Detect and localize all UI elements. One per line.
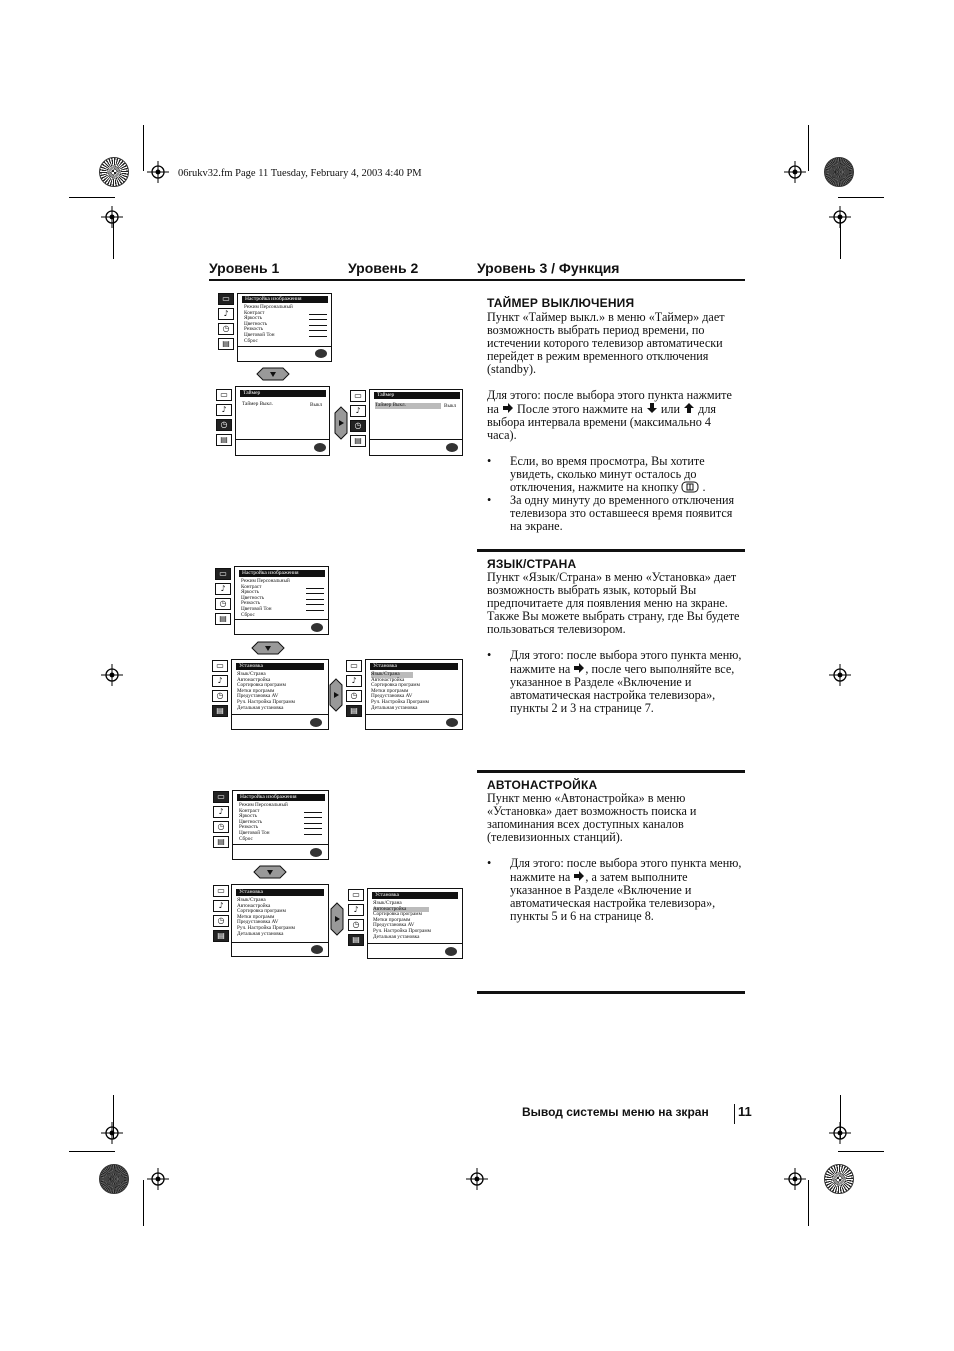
menu-tabs	[213, 791, 229, 851]
menu-tabs	[346, 660, 362, 720]
slider-bar	[304, 834, 322, 835]
menu-header: Установка	[236, 889, 324, 896]
registration-starburst-bottom-right	[824, 1164, 854, 1194]
ok-button-icon	[446, 443, 458, 452]
sound-tab-icon: ♪	[212, 675, 228, 687]
sound-tab-icon: ♪	[218, 308, 234, 320]
menu-tabs	[215, 568, 231, 628]
menu-header: Установка	[372, 892, 458, 899]
down-nav-button-icon	[250, 641, 286, 655]
registration-target-icon	[784, 161, 806, 183]
setup-tab-icon: ▤	[216, 434, 232, 446]
picture-tab-icon: ▭	[346, 660, 362, 672]
paragraph: Для этого: после выбора этого пункта нажмите на После этого нажмите на или для выбора интервала времени (максимально 4 часа).	[487, 388, 732, 442]
picture-tab-icon: ▭	[348, 889, 364, 901]
menu-tabs	[213, 885, 229, 945]
timer-tab-icon: ◷	[348, 919, 364, 931]
slider-bar	[306, 610, 324, 611]
menu-screen-picture: Настройка изображения Режим Персональный Контраст Яркость Цветность Резкость Цветовой Тон Сброс	[234, 566, 329, 635]
section-title-language: ЯЗЫК/СТРАНА	[487, 557, 577, 571]
sound-tab-icon: ♪	[213, 806, 229, 818]
crop-mark	[808, 1180, 809, 1226]
crop-mark	[113, 1095, 114, 1139]
picture-tab-icon: ▭	[212, 660, 228, 672]
timer-tab-icon: ◷	[213, 821, 229, 833]
timer-tab-icon: ◷	[350, 420, 366, 432]
menu-tabs	[350, 390, 366, 450]
slider-bar	[309, 330, 327, 331]
menu-header: Установка	[370, 663, 458, 670]
slider-bar	[309, 325, 327, 326]
sound-tab-icon: ♪	[346, 675, 362, 687]
picture-tab-icon: ▭	[216, 389, 232, 401]
menu-screen-picture: Настройка изображения Режим Персональный Контраст Яркость Цветность Резкость Цветовой Тон Сброс	[232, 790, 329, 860]
menu-tabs	[218, 293, 234, 353]
slider-bar	[306, 599, 324, 600]
section-body-timer	[487, 311, 742, 533]
ok-button-icon	[311, 945, 323, 954]
registration-target-icon	[101, 206, 123, 228]
crop-mark	[143, 1180, 144, 1226]
ok-button-icon	[311, 623, 323, 632]
menu-tabs	[216, 389, 232, 449]
slider-bar	[309, 319, 327, 320]
arrow-up-icon	[683, 402, 695, 414]
menu-screen-setup: Установка Язык/Страна Автонастройка Сортировка программ Метки программ Предустановка AV Руч. Настройка Программ Детальная установка	[231, 884, 329, 957]
picture-tab-icon: ▭	[218, 293, 234, 305]
ok-button-icon	[445, 947, 457, 956]
arrow-right-icon	[502, 402, 514, 414]
timer-tab-icon: ◷	[215, 598, 231, 610]
setup-tab-icon: ▤	[213, 930, 229, 942]
sound-tab-icon: ♪	[216, 404, 232, 416]
picture-tab-icon: ▭	[213, 791, 229, 803]
down-nav-button-icon	[255, 367, 291, 381]
sound-tab-icon: ♪	[350, 405, 366, 417]
picture-tab-icon: ▭	[350, 390, 366, 402]
timer-tab-icon: ◷	[346, 690, 362, 702]
right-nav-button-icon	[330, 901, 344, 937]
crop-mark	[840, 215, 841, 259]
crop-mark	[69, 197, 115, 198]
registration-target-icon	[466, 1168, 488, 1190]
timer-tab-icon: ◷	[213, 915, 229, 927]
registration-starburst-top-left	[99, 157, 129, 187]
setup-tab-icon: ▤	[218, 338, 234, 350]
section-title-autotune: АВТОНАСТРОЙКА	[487, 778, 598, 792]
menu-screen-setup-function: Установка Язык/Страна Автонастройка Сортировка программ Метки программ Предустановка AV Руч. Настройка Программ Детальная установка	[367, 888, 463, 959]
setup-tab-icon: ▤	[348, 934, 364, 946]
menu-header: Установка	[236, 663, 324, 670]
menu-screen-setup-function: Установка Язык/Страна Автонастройка Сортировка программ Метки программ Предустановка AV Руч. Настройка Программ Детальная установка	[365, 659, 463, 730]
crop-mark	[838, 197, 884, 198]
section-body-language	[487, 571, 742, 715]
section-end-rule	[477, 991, 745, 994]
slider-bar	[309, 336, 327, 337]
footer-divider	[734, 1104, 735, 1124]
file-info: 06rukv32.fm Page 11 Tuesday, February 4, 2003 4:40 PM	[178, 168, 422, 179]
paragraph: Пункт «Язык/Страна» в меню «Установка» дает возможность выбрать язык, который Вы предпочитаете для появления меню на зкране. Также Вы можете выбрать страну, где Вы будете пользоваться телевизором.	[487, 570, 740, 636]
menu-header: Таймер	[240, 390, 326, 397]
registration-target-icon	[147, 1168, 169, 1190]
slider-bar	[304, 823, 322, 824]
sound-tab-icon: ♪	[215, 583, 231, 595]
level-2-heading: Уровень 2	[348, 260, 419, 276]
crop-mark	[143, 125, 144, 171]
slider-bar	[304, 828, 322, 829]
registration-target-icon	[101, 1122, 123, 1144]
menu-tabs	[212, 660, 228, 720]
menu-header: Таймер	[374, 392, 460, 399]
footer-title: Вывод системы меню на зкран	[522, 1105, 709, 1119]
setup-tab-icon: ▤	[212, 705, 228, 717]
paragraph: Пункт меню «Автонастройка» в меню «Установка» дает возможность поиска и запоминания всех доступных каналов (телевизионных станций).	[487, 791, 697, 844]
crop-mark	[69, 1151, 115, 1152]
bullet-item: • Для этого: после выбора этого пункта меню, нажмите на , после чего выполняйте все, указанное в Разделе «Включение и автоматическая настройка телевизора», пункты 2 и 3 на странице 7.	[487, 649, 742, 715]
down-nav-button-icon	[252, 865, 288, 879]
page-number: 11	[738, 1104, 752, 1119]
section-rule	[477, 549, 745, 552]
slider-bar	[306, 593, 324, 594]
bullet-item: • За одну минуту до временного отключения телевизора зто оставшееся время появится на экране.	[487, 494, 742, 533]
timer-tab-icon: ◷	[216, 419, 232, 431]
setup-tab-icon: ▤	[346, 705, 362, 717]
level-3-heading: Уровень 3 / Функция	[477, 260, 620, 276]
registration-target-icon	[101, 664, 123, 686]
crop-mark	[840, 1095, 841, 1139]
menu-screen-timer: Таймер Таймер Выкл. Выкл	[235, 386, 330, 456]
timer-tab-icon: ◷	[212, 690, 228, 702]
right-nav-button-icon	[334, 405, 348, 441]
section-rule	[477, 770, 745, 773]
sound-tab-icon: ♪	[213, 900, 229, 912]
menu-header: Настройка изображения	[237, 794, 325, 801]
menu-items: Режим Персональный Контраст Яркость Цветность Резкость Цветовой Тон Сброс	[244, 304, 293, 344]
menu-header: Настройка изображения	[239, 570, 325, 577]
ok-button-icon	[314, 443, 326, 452]
sound-tab-icon: ♪	[348, 904, 364, 916]
registration-target-icon	[147, 161, 169, 183]
slider-bar	[309, 314, 327, 315]
ok-button-icon	[315, 349, 327, 358]
registration-target-icon	[829, 664, 851, 686]
menu-header: Настройка изображения	[242, 296, 328, 303]
ok-button-icon	[446, 718, 458, 727]
picture-tab-icon: ▭	[213, 885, 229, 897]
crop-mark	[113, 215, 114, 259]
setup-tab-icon: ▤	[215, 613, 231, 625]
timer-tab-icon: ◷	[218, 323, 234, 335]
setup-tab-icon: ▤	[350, 435, 366, 447]
slider-bar	[304, 817, 322, 818]
slider-bar	[306, 588, 324, 589]
bullet-item: • Для этого: после выбора этого пункта меню, нажмите на , а затем выполните указанное в Разделе «Включение и автоматическая настройка телевизора», пункты 5 и 6 на странице 8.	[487, 857, 742, 923]
menu-screen-setup: Установка Язык/Страна Автонастройка Сортировка программ Метки программ Предустановка AV Руч. Настройка Программ Детальная установка	[231, 659, 329, 730]
crop-mark	[838, 1151, 884, 1152]
header-rule	[209, 279, 745, 281]
menu-screen-picture	[237, 293, 332, 362]
crop-mark	[808, 125, 809, 171]
section-title-timer: ТАЙМЕР ВЫКЛЮЧЕНИЯ	[487, 296, 635, 310]
slider-bar	[306, 604, 324, 605]
arrow-down-icon	[646, 402, 658, 414]
bullet-item: • Если, во время просмотра, Вы хотите увидеть, сколько минут осталось до отключения, нажмите на кнопку .	[487, 455, 742, 494]
ok-button-icon	[310, 848, 322, 857]
setup-tab-icon: ▤	[213, 836, 229, 848]
paragraph: Пункт «Таймер выкл.» в меню «Таймер» дает возможность выбрать период времени, по истечении которого телевизор автоматически перейдет в режим временного отключения (standby).	[487, 310, 725, 376]
arrow-right-icon	[573, 870, 585, 882]
picture-tab-icon: ▭	[215, 568, 231, 580]
right-nav-button-icon	[329, 677, 343, 713]
registration-starburst-bottom-left	[99, 1164, 129, 1194]
arrow-right-icon	[573, 662, 585, 674]
menu-tabs	[348, 889, 364, 949]
level-1-heading: Уровень 1	[209, 260, 280, 276]
registration-starburst-top-right	[824, 157, 854, 187]
section-body-autotune	[487, 792, 742, 923]
menu-screen-timer-function: Таймер Таймер Выкл. Выкл	[369, 389, 463, 456]
info-button-icon	[681, 481, 699, 493]
registration-target-icon	[784, 1168, 806, 1190]
slider-bar	[304, 812, 322, 813]
ok-button-icon	[310, 718, 322, 727]
